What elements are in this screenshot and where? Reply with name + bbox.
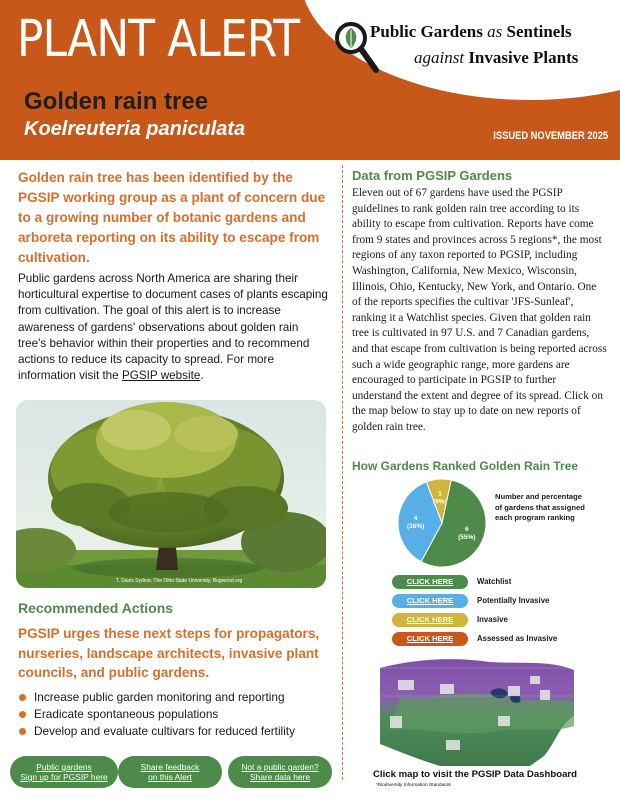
legend-row-invasive <box>392 613 620 627</box>
golden-rain-tree-image <box>16 400 326 588</box>
legend-row-assessed-invasive <box>392 632 620 646</box>
signup-button[interactable] <box>10 756 118 788</box>
pie-count-label: 1 <box>438 490 442 498</box>
map-caption: Click map to visit the PGSIP Data Dashboard <box>373 769 578 780</box>
org-name-part: Sentinels <box>506 22 572 41</box>
button-label: Public gardens <box>36 762 92 772</box>
chart-title: How Gardens Ranked Golden Rain Tree <box>352 459 579 473</box>
recommended-actions-text: PGSIP urges these next steps for propagators, nurseries, landscape architects, invasive plant councils, and public gardens. <box>18 626 320 680</box>
header-banner <box>0 0 620 160</box>
recommended-actions-list <box>18 689 338 740</box>
list-item: Develop and evaluate cultivars for reduced fertility <box>18 723 338 740</box>
pie-percent-label: (9%) <box>433 498 447 506</box>
org-name-part: against <box>414 48 465 67</box>
org-name-part: as <box>487 22 503 41</box>
potentially-invasive-click-button[interactable]: CLICK HERE <box>392 594 468 608</box>
list-item: Eradicate spontaneous populations <box>18 706 338 723</box>
pie-count-label: 6 <box>464 526 469 534</box>
legend-label: Watchlist <box>477 577 512 586</box>
data-section-heading: Data from PGSIP Gardens <box>352 168 513 183</box>
button-label: Sign up for PGSIP here <box>20 772 108 782</box>
issue-date: ISSUED NOVEMBER 2025 <box>493 130 608 142</box>
column-divider <box>342 165 343 780</box>
intro-paragraph <box>18 271 328 384</box>
data-section-body: Eleven out of 67 gardens have used the PGSIP guidelines to rank golden rain tree according to its ability to escape from cultivation. Reports have come from 9 states and provinces across 5 regions*, the most regions of any taxon reported to PGSIP, including Washington, California, New Mexico, Wisconsin, Illinois, Ohio, Kentucky, New York, and Ontario. One of the reports specifies the cultivar 'JFS-Sunleaf', ranking it a Watchlist species. Given that golden rain tree is cultivated in 97 U.S. and 7 Canadian gardens, and that escape from cultivation is being reported across such a wide geographic range, more gardens are encouraged to participate in PGSIP to further understand the extent and degree of its spread. Click on the map below to stay up to date on new reports of golden rain tree. <box>352 187 607 433</box>
button-label: Share data here <box>249 772 311 782</box>
share-data-button[interactable] <box>228 756 332 788</box>
org-name-line1 <box>370 22 572 42</box>
list-item: Increase public garden monitoring and reporting <box>18 689 338 706</box>
invasive-click-button[interactable]: CLICK HERE <box>392 613 468 627</box>
button-label: Not a public garden? <box>241 762 319 772</box>
ranking-pie-chart <box>397 478 487 568</box>
scientific-name: Koelreuteria paniculata <box>24 118 246 140</box>
legend-label: Invasive <box>477 615 508 624</box>
pie-count-label: 4 <box>413 515 418 523</box>
legend-row-watchlist <box>392 575 620 589</box>
pgsip-website-link[interactable]: PGSIP website <box>121 369 201 383</box>
dashboard-map-link[interactable] <box>380 656 574 766</box>
legend-label: Potentially Invasive <box>477 596 550 605</box>
legend-label: Assessed as Invasive <box>477 634 558 643</box>
pie-percent-label: (55%) <box>458 534 476 542</box>
chart-note: Number and percentage of gardens that assigned each program ranking <box>495 492 585 522</box>
intro-end: . <box>200 369 204 383</box>
assessed-invasive-click-button[interactable]: CLICK HERE <box>392 632 468 646</box>
button-label: Share feedback <box>140 762 200 772</box>
photo-credit: T. Davis Sydnor, The Ohio State University, Bugwood.org <box>116 578 243 584</box>
org-name-line2 <box>414 48 578 68</box>
tree-photo <box>16 400 326 588</box>
button-label: on this Alert <box>148 772 192 782</box>
recommended-actions-heading: Recommended Actions <box>18 600 174 616</box>
share-feedback-button[interactable] <box>118 756 222 788</box>
north-america-map <box>380 656 574 766</box>
intro-text: Public gardens across North America are sharing their horticultural expertise to document cases of plants escaping from cultivation. The goal of this alert is to increase awareness of gardens' observations about golden rain tree's behavior within their properties and to recommend actions to reduce its capacity to spread. For more information visit the <box>18 272 328 383</box>
org-name-part: Invasive Plants <box>468 48 579 67</box>
map-footnote: *Biodiversity Information Standards <box>376 783 451 788</box>
lead-paragraph: Golden rain tree has been identified by the PGSIP working group as a plant of concern due to a growing number of botanic gardens and arboreta reporting on its ability to escape from cultivation. <box>18 170 326 265</box>
legend-row-potentially-invasive <box>392 594 620 608</box>
pie-percent-label: (36%) <box>406 523 425 531</box>
page-title: PLANT ALERT <box>17 10 300 69</box>
watchlist-click-button[interactable]: CLICK HERE <box>392 575 468 589</box>
common-name: Golden rain tree <box>24 88 209 115</box>
org-name-part: Public Gardens <box>370 22 483 41</box>
